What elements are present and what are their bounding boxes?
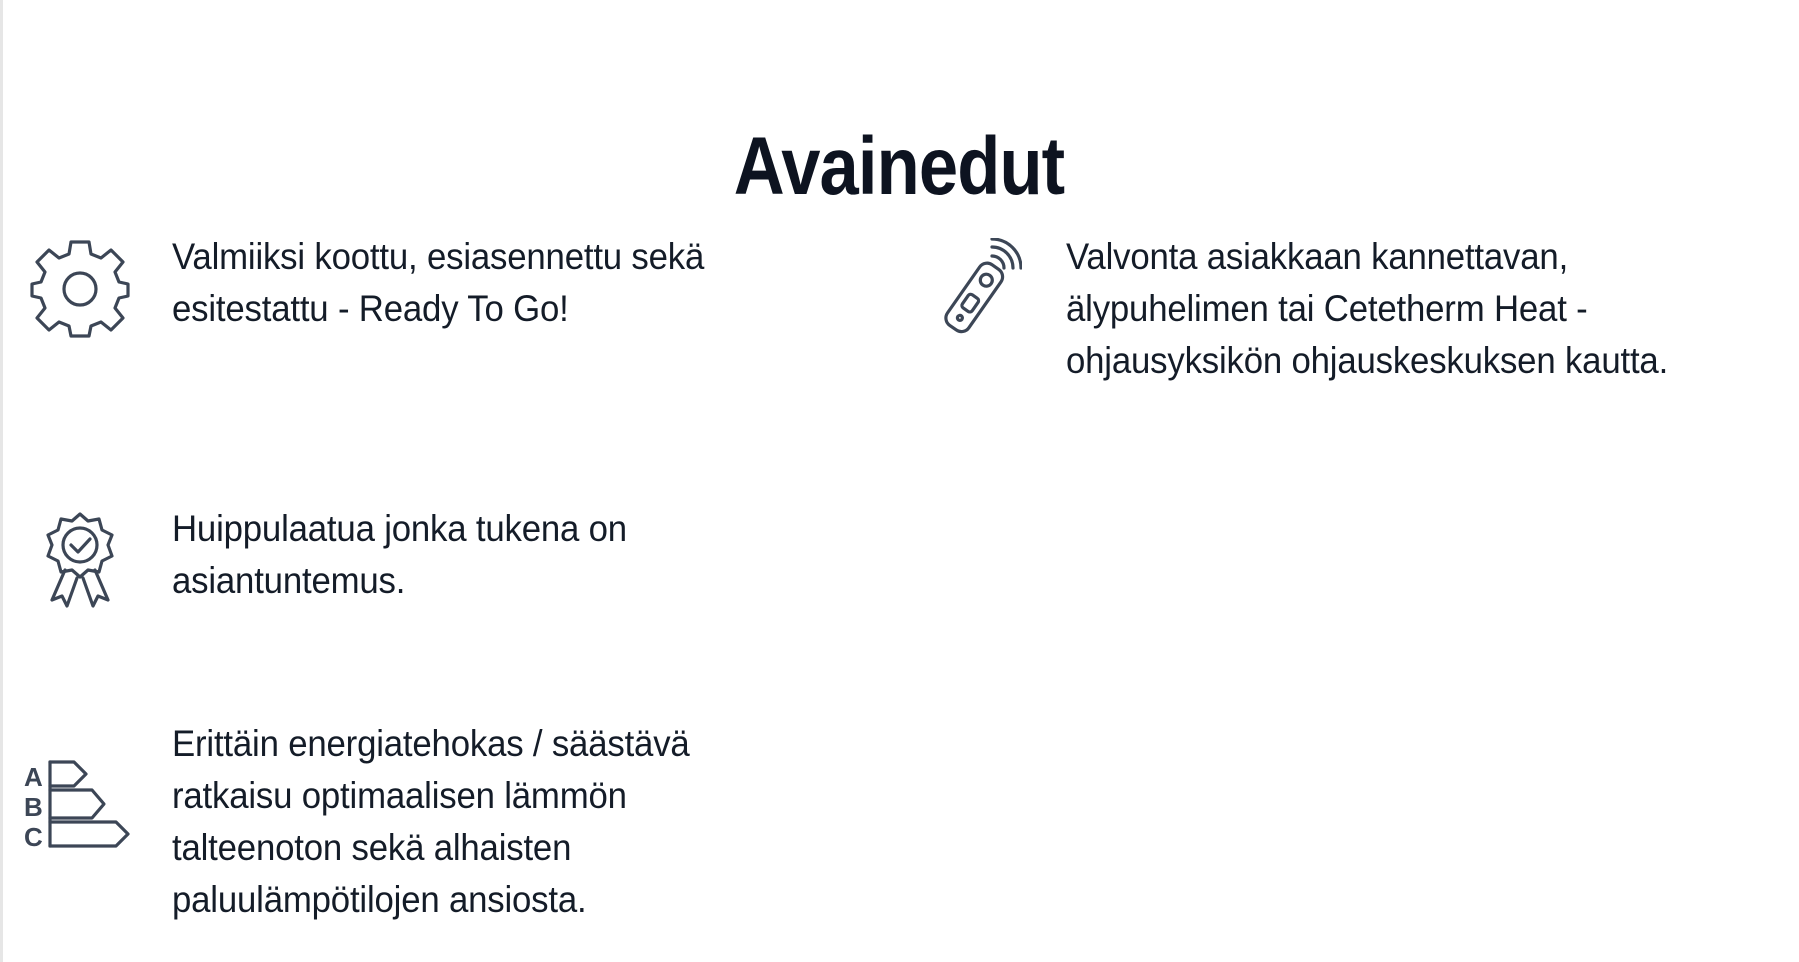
quality-badge-icon bbox=[44, 512, 116, 608]
energy-label-icon bbox=[24, 760, 134, 848]
benefit-text-quality: Huippulaatua jonka tukena on asiantuntemus. bbox=[172, 508, 627, 601]
benefit-text-ready-to-go: Valmiiksi koottu, esiasennettu sekä esitestattu - Ready To Go! bbox=[172, 236, 705, 329]
benefit-text-energy: Erittäin energiatehokas / säästävä ratkaisu optimaalisen lämmön talteenoton sekä alhaisten paluulämpötilojen ansiosta. bbox=[172, 723, 690, 920]
page-left-border bbox=[0, 0, 3, 962]
energy-label-letter-a: A bbox=[24, 762, 43, 792]
energy-label-letter-c: C bbox=[24, 822, 43, 848]
page-title: Avainedut bbox=[733, 120, 1065, 212]
remote-control-icon bbox=[932, 238, 1022, 338]
gear-icon bbox=[30, 238, 130, 338]
benefit-text-monitoring: Valvonta asiakkaan kannettavan, älypuhelimen tai Cetetherm Heat - ohjausyksikön ohjauskeskuksen kautta. bbox=[1066, 236, 1669, 381]
energy-label-letter-b: B bbox=[24, 792, 43, 822]
